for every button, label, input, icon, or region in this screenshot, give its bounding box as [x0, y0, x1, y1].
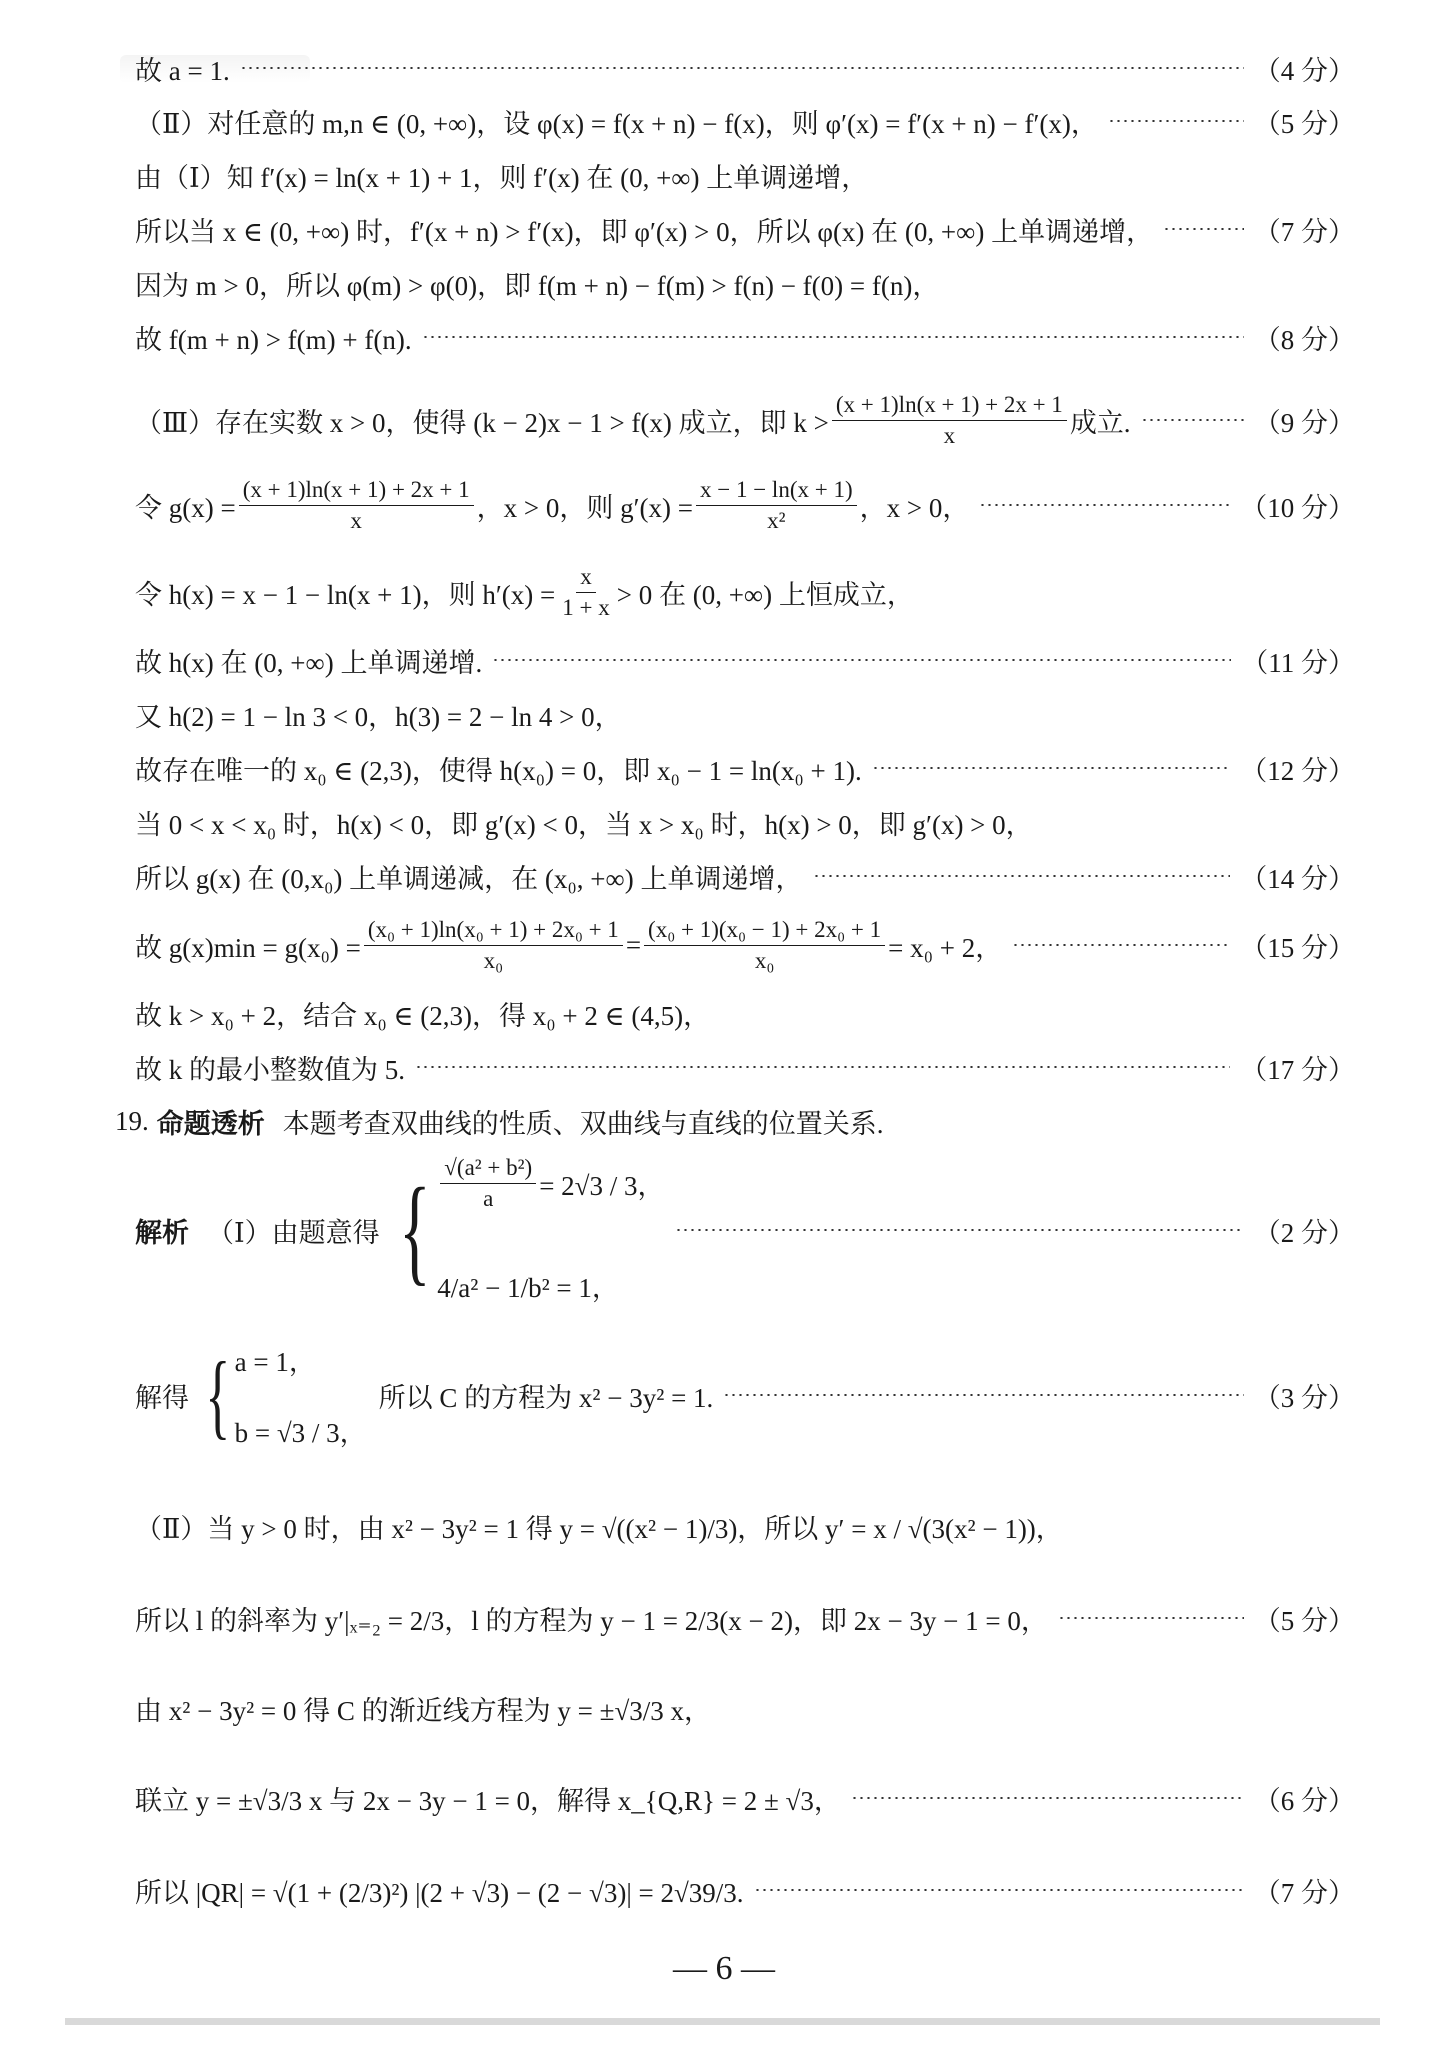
- line-4: 所以当 x ∈ (0, +∞) 时，f′(x + n) > f′(x)，即 φ′(x) > 0，所以 φ(x) 在 (0, +∞) 上单调递增， （7 分）: [135, 216, 1355, 247]
- line-11: 又 h(2) = 1 − ln 3 < 0，h(3) = 2 − ln 4 > 0，: [135, 701, 622, 732]
- q19-part1: 解析 （Ⅰ）由题意得 { $\frac{\text{√(a² + b²)}}{a}$ = 2√3 / 3， 4/a² − 1/b² = 1， （2 分）: [135, 1155, 1355, 1303]
- line-16: 故 k > x₀ + 2，结合 x₀ ∈ (2,3)，得 x₀ + 2 ∈ (4,5)，: [135, 1000, 711, 1031]
- q19-heading: 19. 命题透析 本题考查双曲线的性质、双曲线与直线的位置关系.: [115, 1105, 884, 1139]
- fraction: $\frac{\text{(x₀ + 1)(x₀ − 1) + 2x₀ + 1}}{\text{x₀}}$: [644, 917, 885, 974]
- line-15: 故 g(x)min = g(x₀) = $\frac{\text{(x₀ + 1)ln(x₀ + 1) + 2x₀ + 1}}{\text{x₀}}$ = $\frac{\text{(x₀ + 1)(x₀ − 1) + 2x₀ + 1}}{\text{x₀}}$ = x₀ + 2， （15 分）: [135, 916, 1355, 973]
- line-7: （Ⅲ）存在实数 x > 0，使得 (k − 2)x − 1 > f(x) 成立，即 k > $\frac{(x + 1)\ln(x + 1) + 2x + 1}{x}$ 成立. （9 分）: [135, 391, 1355, 448]
- q19-solve: 解得 { a = 1， b = √3 / 3， 所以 C 的方程为 x² − 3y² = 1. （3 分）: [135, 1341, 1355, 1448]
- page-number: — 6 —: [673, 1950, 775, 1987]
- fraction: $\frac{(x + 1)\ln(x + 1) + 2x + 1}{x}$: [832, 392, 1067, 449]
- line-9: 令 h(x) = x − 1 − ln(x + 1)，则 h′(x) = $\frac{x}{1 + x}$ > 0 在 (0, +∞) 上恒成立，: [135, 563, 914, 620]
- line-6: 故 f(m + n) > f(m) + f(n). （8 分）: [135, 324, 1355, 355]
- line-13: 当 0 < x < x₀ 时，h(x) < 0，即 g′(x) < 0，当 x > x₀ 时，h(x) > 0，即 g′(x) > 0，: [135, 809, 1033, 840]
- equation-system: { $\frac{\text{√(a² + b²)}}{a}$ = 2√3 / 3， 4/a² − 1/b² = 1，: [398, 1155, 665, 1303]
- footer-rule: [65, 2018, 1380, 2025]
- line-10: 故 h(x) 在 (0, +∞) 上单调递增. （11 分）: [135, 647, 1355, 678]
- fraction: $\frac{(x + 1)\ln(x + 1) + 2x + 1}{x}$: [239, 477, 474, 534]
- q19-asymptote: 由 x² − 3y² = 0 得 C 的渐近线方程为 y = ±√3/3 x，: [135, 1695, 712, 1726]
- solution-system: { a = 1， b = √3 / 3，: [205, 1341, 367, 1448]
- fraction: $\frac{x - 1 - \ln(x + 1)}{\text{x²}}$: [696, 477, 857, 534]
- line-1: 故 a = 1. （4 分）: [135, 55, 1355, 86]
- fraction: $\frac{\text{(x₀ + 1)ln(x₀ + 1) + 2x₀ + 1}}{\text{x₀}}$: [364, 917, 623, 974]
- line-12: 故存在唯一的 x₀ ∈ (2,3)，使得 h(x₀) = 0，即 x₀ − 1 = ln(x₀ + 1). （12 分）: [135, 755, 1355, 786]
- q19-slope: 所以 l 的斜率为 y′|ₓ₌₂ = 2/3，l 的方程为 y − 1 = 2/3(x − 2)，即 2x − 3y − 1 = 0， （5 分）: [135, 1605, 1355, 1636]
- q19-part2: （Ⅱ）当 y > 0 时，由 x² − 3y² = 1 得 y = √((x² − 1)/3)，所以 y′ = x / √(3(x² − 1))，: [135, 1513, 1063, 1544]
- line-3: 由（Ⅰ）知 f′(x) = ln(x + 1) + 1，则 f′(x) 在 (0, +∞) 上单调递增，: [135, 162, 869, 193]
- q19-joint: 联立 y = ±√3/3 x 与 2x − 3y − 1 = 0，解得 x_{Q,R} = 2 ± √3， （6 分）: [135, 1785, 1355, 1816]
- line-2: （Ⅱ）对任意的 m,n ∈ (0, +∞)，设 φ(x) = f(x + n) − f(x)，则 φ′(x) = f′(x + n) − f′(x)， （5 分）: [135, 108, 1355, 139]
- line-8: 令 g(x) = $\frac{(x + 1)\ln(x + 1) + 2x + 1}{x}$ ，x > 0，则 g′(x) = $\frac{x - 1 - \ln(x + 1)}{\text{x²}}$ ，x > 0， （10 分）: [135, 476, 1355, 533]
- line-14: 所以 g(x) 在 (0,x₀) 上单调递减，在 (x₀, +∞) 上单调递增， （14 分）: [135, 863, 1355, 894]
- q19-qr: 所以 |QR| = √(1 + (2/3)²) |(2 + √3) − (2 − √3)| = 2√39/3. （7 分）: [135, 1877, 1355, 1908]
- line-17: 故 k 的最小整数值为 5. （17 分）: [135, 1054, 1355, 1085]
- line-5: 因为 m > 0，所以 φ(m) > φ(0)，即 f(m + n) − f(m) > f(n) − f(0) = f(n)，: [135, 270, 940, 301]
- fraction: $\frac{x}{1 + x}$: [562, 563, 610, 620]
